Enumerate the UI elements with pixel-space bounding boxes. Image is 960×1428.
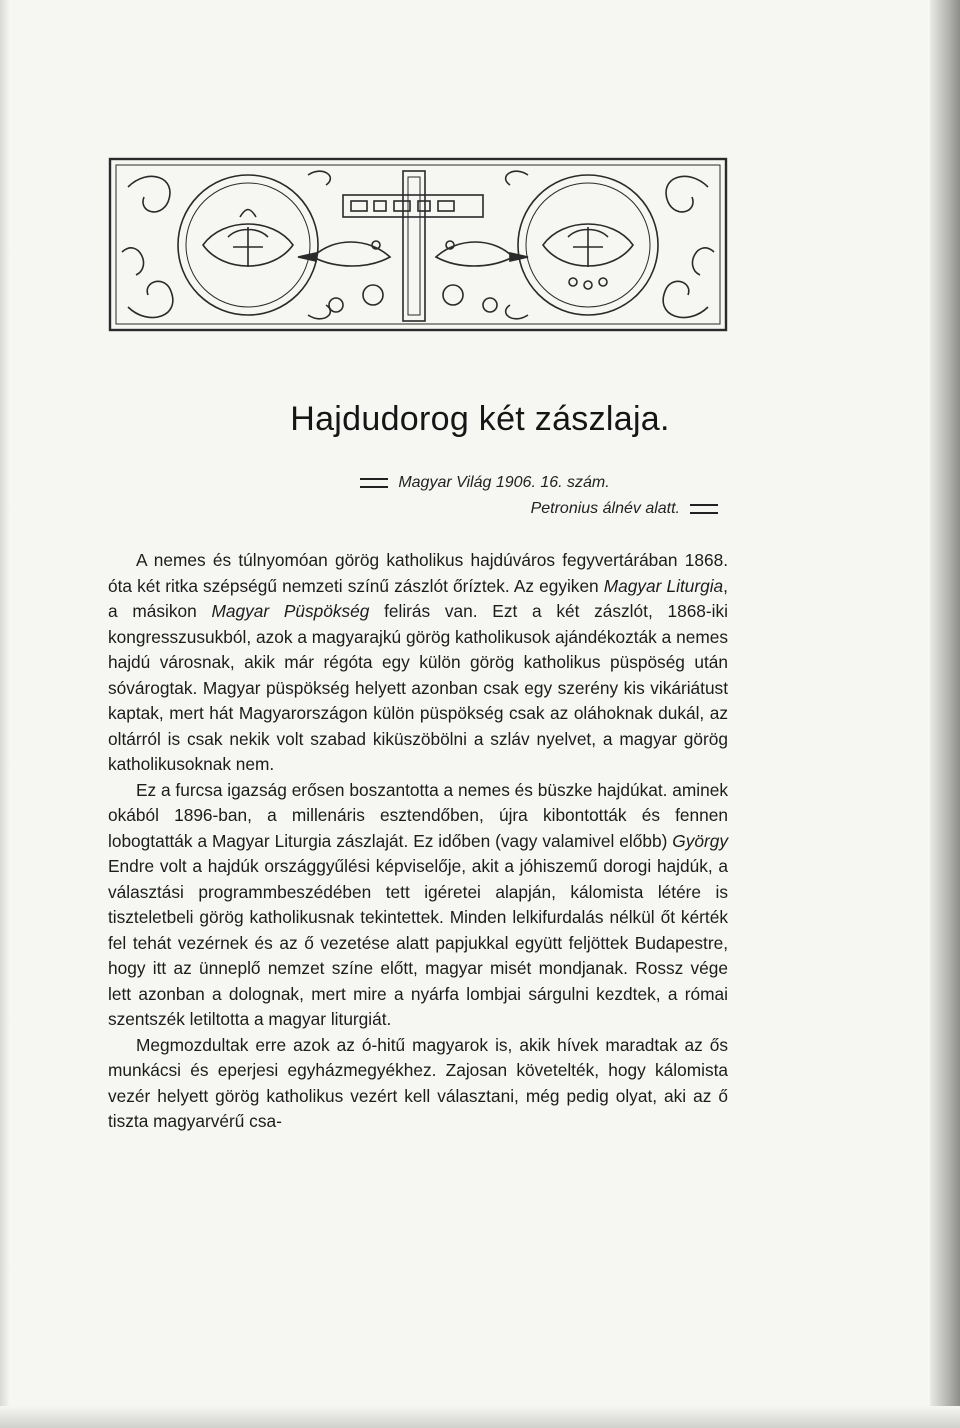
ornamental-headpiece xyxy=(108,157,728,332)
italic-phrase: Magyar Liturgia xyxy=(603,575,724,596)
text-run: , a másikon xyxy=(108,575,728,621)
italic-phrase: György xyxy=(672,830,728,851)
paragraph xyxy=(108,778,728,1033)
paragraph xyxy=(108,548,728,778)
text-run: Megmozdultak erre azok az ó-hitű magyarok is, akik hívek maradtak az ős munkácsi és eperjesi egyházmegyékhez. Zajosan követelték, hogy kálomista vezér helyett görög katholikus vezért kell választani, még pedig olyat, aki az ő tiszta magyarvérű csa- xyxy=(108,1034,728,1131)
author-credit xyxy=(531,500,728,518)
text-run: Endre volt a hajdúk országgyűlési képviselője, akit a jóhiszemű dorogi hajdúk, a választási programmbeszédében tett igéretei alapján, kálomista létére is tiszteletbeli görög katholikusnak tekintettek. Minden lelkifurdalás nélkül őt kérték fel tehát vezérnek és az ő vezetése alatt papjukkal együtt feljöttek Budapestre, hogy itt az ünneplő nemzet színe előtt, magyar misét mondjanak. Rossz vége lett azonban a dolognak, mert mire a nyárfa lombjai sárgulni kezdtek, a római szentszék letiltotta a magyar liturgiát. xyxy=(108,856,728,1029)
double-rule-left xyxy=(360,478,388,488)
page-edge-left xyxy=(0,0,10,1428)
paragraph xyxy=(108,1033,728,1135)
author-text: Petronius álnév alatt. xyxy=(530,500,680,517)
source-text: Magyar Világ 1906. 16. szám. xyxy=(398,474,610,491)
italic-phrase: Magyar Püspökség xyxy=(211,601,370,621)
source-citation xyxy=(0,474,960,492)
double-rule-right xyxy=(690,504,718,514)
page-edge-right xyxy=(930,0,960,1428)
article-body xyxy=(108,548,728,1135)
article-title: Hajdudorog két zászlaja. xyxy=(290,400,670,438)
page-edge-bottom xyxy=(0,1406,960,1428)
text-run: felirás van. Ezt a két zászlót, 1868-iki kongresszusukból, azok a magyarajkú görög katholikusok ajándékozták a nemes hajdú városnak, akik már régóta egy külön görög katholikus püspöség után sóvárogtak. Magyar püspökség helyett azonban csak egy szerény kis vikáriátust kaptak, mert hát Magyarországon külön püspökség csak az oláhoknak dukál, az oltárról is csak nekik volt szabad kiküszöbölni a szláv nyelvet, a magyar görög katholikusoknak nem. xyxy=(108,601,728,774)
text-run: Ez a furcsa igazság erősen boszantotta a nemes és büszke hajdúkat. aminek okából 1896-ban, a millenáris esztendőben, újra kibontották és fennen lobogtatták a Magyar Liturgia zászlaját. Ez időben (vagy valamivel előbb) xyxy=(108,779,728,851)
text-run: A nemes és túlnyomóan görög katholikus hajdúváros fegyvertárában 1868. óta két ritka szépségű nemzeti színű zászlót őríztek. Az egyiken xyxy=(108,550,728,596)
